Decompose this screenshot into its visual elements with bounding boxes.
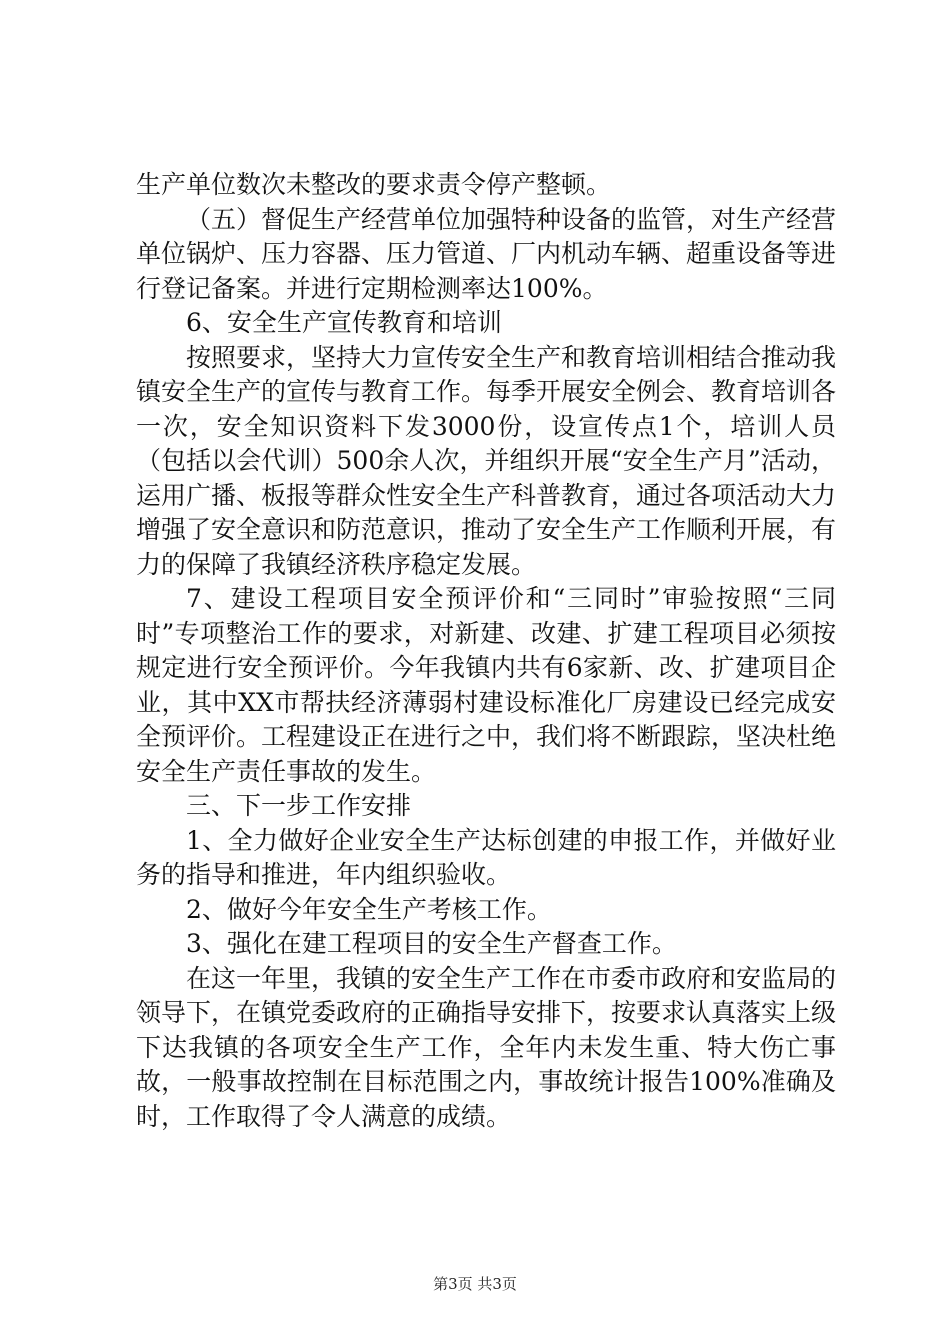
paragraph-2: （五）督促生产经营单位加强特种设备的监管，对生产经营单位锅炉、压力容器、压力管道、厂内机动车辆、超重设备等进行登记备案。并进行定期检测率达100%。 bbox=[136, 204, 837, 303]
page-number-footer: 第3页 共3页 bbox=[433, 1275, 517, 1293]
paragraph-publicity-training: 按照要求，坚持大力宣传安全生产和教育培训相结合推动我镇安全生产的宣传与教育工作。每季开展安全例会、教育培训各一次，安全知识资料下发3000份，设宣传点1个，培训人员（包括以会代训）500余人次，并组织开展“安全生产月”活动，运用广播、板报等群众性安全生产科普教育，通过各项活动大力增强了安全意识和防范意识，推动了安全生产工作顺利开展，有力的保障了我镇经济秩序稳定发展。 bbox=[136, 342, 837, 579]
section-heading-next-steps: 三、下一步工作安排 bbox=[186, 791, 412, 820]
paragraph-conclusion: 在这一年里，我镇的安全生产工作在市委市政府和安监局的领导下，在镇党委政府的正确指导安排下，按要求认真落实上级下达我镇的各项安全生产工作，全年内未发生重、特大伤亡事故，一般事故控制在目标范围之内，事故统计报告100%准确及时，工作取得了令人满意的成绩。 bbox=[136, 963, 837, 1131]
next-step-item-1: 1、全力做好企业安全生产达标创建的申报工作，并做好业务的指导和推进，年内组织验收。 bbox=[136, 825, 836, 889]
paragraph-1: 生产单位数次未整改的要求责令停产整顿。 bbox=[136, 170, 612, 199]
next-step-item-2: 2、做好今年安全生产考核工作。 bbox=[186, 894, 552, 924]
paragraph-project-pre-evaluation: 7、建设工程项目安全预评价和“三同时”审验按照“三同时”专项整治工作的要求，对新建、改建、扩建工程项目必须按规定进行安全预评价。今年我镇内共有6家新、改、扩建项目企业，其中XX市帮扶经济薄弱村建设标准化厂房建设已经完成安全预评价。工程建设正在进行之中，我们将不断跟踪，坚决杜绝安全生产责任事故的发生。 bbox=[136, 584, 837, 786]
document-body bbox=[136, 168, 836, 1134]
next-step-item-3: 3、强化在建工程项目的安全生产督查工作。 bbox=[186, 929, 677, 958]
section-heading-publicity-training: 6、安全生产宣传教育和培训 bbox=[186, 308, 502, 337]
